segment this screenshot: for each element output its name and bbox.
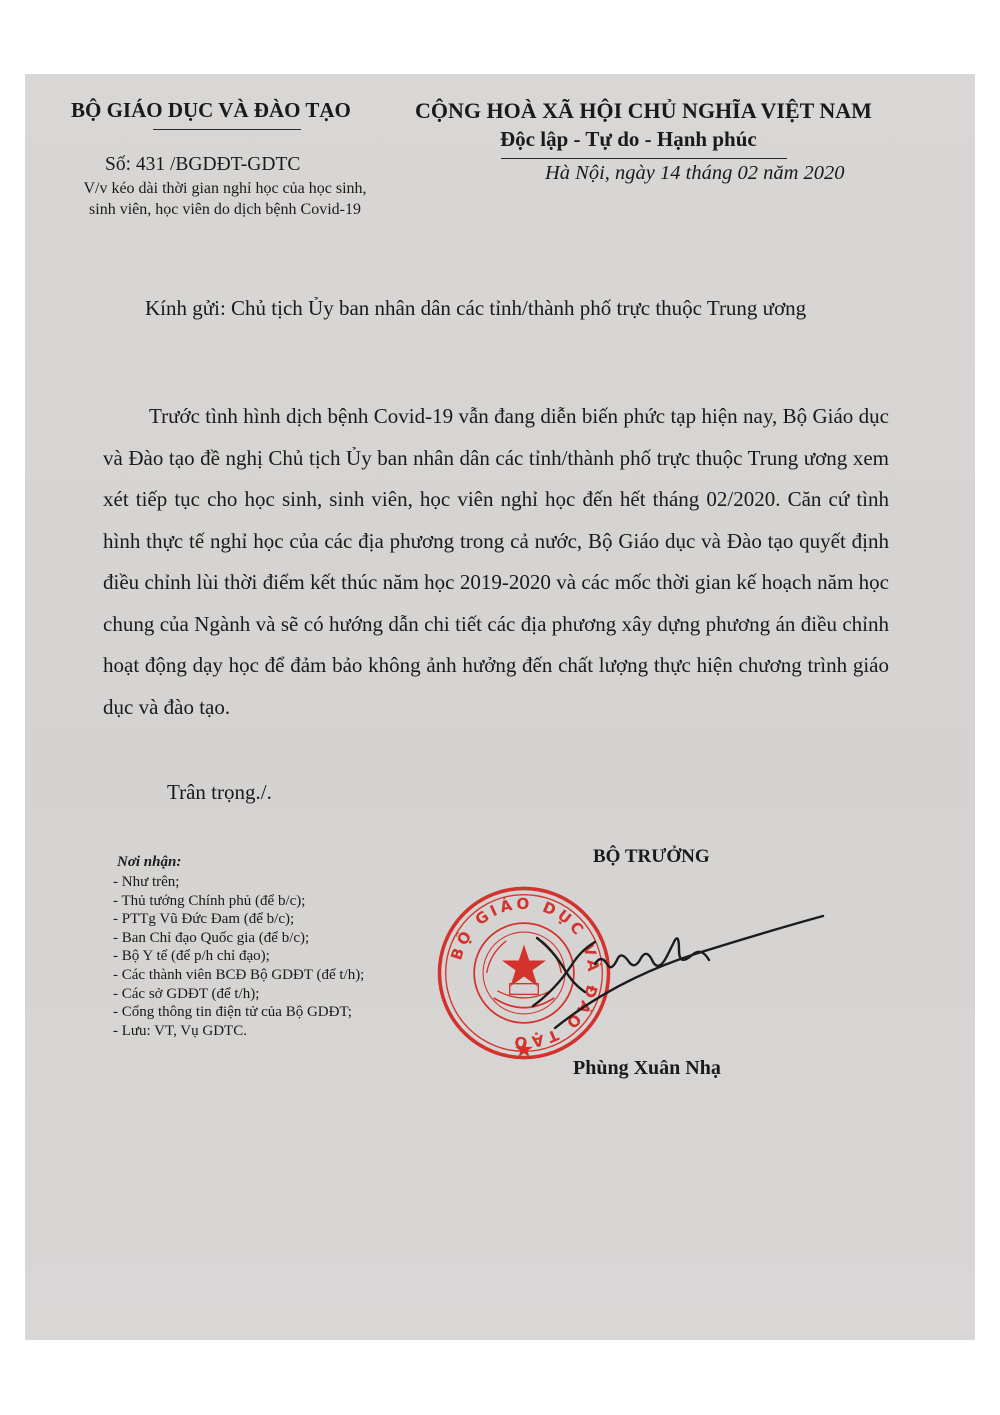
document-number: Số: 431 /BGDĐT-GDTC [105, 154, 301, 175]
cc-item: - Ban Chỉ đạo Quốc gia (để b/c); [113, 929, 310, 946]
cc-item: - Các thành viên BCĐ Bộ GDĐT (để t/h); [113, 966, 365, 983]
body-paragraph: Trước tình hình dịch bệnh Covid-19 vẫn đang diễn biến phức tạp hiện nay, Bộ Giáo dục và Đào tạo đề nghị Chủ tịch Ủy ban nhân dân các tỉnh/thành phố trực thuộc Trung ương xem xét tiếp tục cho học sinh, sinh viên, học viên nghỉ học đến hết tháng 02/2020. Căn cứ tình hình thực tế nghỉ học của các địa phương trong cả nước, Bộ Giáo dục và Đào tạo quyết định điều chỉnh lùi thời điểm kết thúc năm học 2019-2020 và các mốc thời gian kế hoạch năm học chung của Ngành và sẽ có hướng dẫn chi tiết các địa phương xây dựng phương án điều chỉnh hoạt động dạy học để đảm bảo không ảnh hưởng đến chất lượng thực hiện chương trình giáo dục và đào tạo. [103, 404, 889, 719]
cc-item: - Lưu: VT, Vụ GDTC. [113, 1022, 247, 1039]
cc-item: - Bộ Y tế (để p/h chỉ đạo); [113, 948, 270, 965]
cc-list [113, 873, 364, 1040]
cc-item: - Các sở GDĐT (để t/h); [113, 985, 260, 1002]
signer-position: BỘ TRƯỞNG [593, 846, 710, 867]
cc-item: - Như trên; [113, 874, 180, 890]
signer-name: Phùng Xuân Nhạ [573, 1057, 721, 1079]
national-title: CỘNG HOÀ XÃ HỘI CHỦ NGHĨA VIỆT NAM [415, 98, 872, 123]
ministry-name: BỘ GIÁO DỤC VÀ ĐÀO TẠO [71, 98, 351, 122]
subject-line-1: V/v kéo dài thời gian nghỉ học của học sinh, [83, 180, 367, 197]
national-motto: Độc lập - Tự do - Hạnh phúc [500, 127, 757, 151]
recipient-line: Kính gửi: Chủ tịch Ủy ban nhân dân các tỉnh/thành phố trực thuộc Trung ương [145, 296, 807, 320]
seal-text: BỘ GIÁO DỤC VÀ ĐÀO TẠO [447, 894, 603, 1052]
ministry-underline [153, 129, 301, 130]
cc-title: Nơi nhận: [117, 854, 182, 870]
subject-line-2: sinh viên, học viên do dịch bệnh Covid-19 [89, 201, 361, 218]
cc-item: - Cổng thông tin điện tử của Bộ GDĐT; [113, 1004, 352, 1021]
closing-phrase: Trân trọng./. [167, 780, 272, 804]
cc-item: - PTTg Vũ Đức Đam (để b/c); [113, 911, 295, 928]
document-page [25, 74, 975, 1340]
letter-body [103, 396, 889, 728]
cc-item: - Thủ tướng Chính phủ (để b/c); [113, 892, 306, 909]
issue-date: Hà Nội, ngày 14 tháng 02 năm 2020 [545, 162, 845, 184]
motto-underline [501, 158, 787, 159]
document-subject [55, 178, 395, 220]
handwritten-signature-icon [525, 910, 825, 1030]
